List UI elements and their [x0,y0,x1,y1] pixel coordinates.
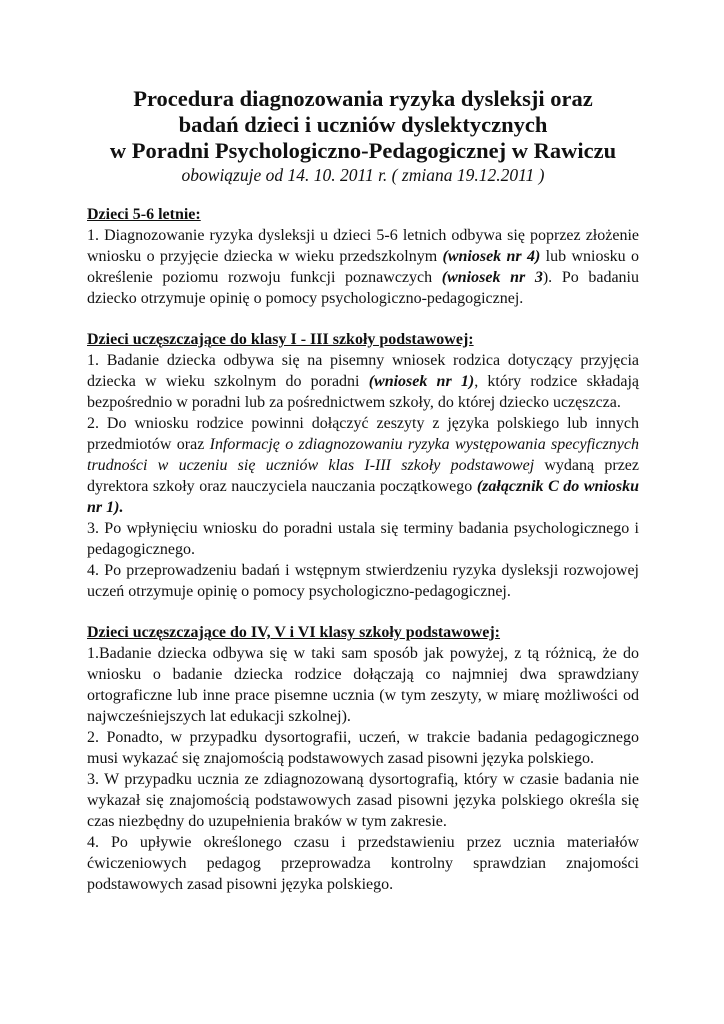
title-line-3: w Poradni Psychologiczno-Pedagogicznej w Rawiczu [109,138,617,163]
document-page [87,86,639,915]
paragraph: 1. Badanie dziecka odbywa się na pisemny wniosek rodzica dotyczący przyjęcia dziecka w wieku szkolnym do poradni (wniosek nr 1), który rodzice składają bezpośrednio w poradni lub za pośrednictwem szkoły, do której dziecko uczęszcza. [87,352,640,411]
form-reference: (wniosek nr 1) [368,373,475,390]
paragraph: 4. Po upływie określonego czasu i przedstawieniu przez ucznia materiałów ćwiczeniowych pedagog przeprowadza kontrolny sprawdzian znajomości podstawowych zasad pisowni języka polskiego. [87,834,639,893]
paragraph: 3. Po wpłynięciu wniosku do poradni ustala się terminy badania psychologicznego i pedagogicznego. [87,520,639,558]
document-title [87,86,639,164]
form-reference: (wniosek nr 4) [442,248,541,265]
document-subtitle: obowiązuje od 14. 10. 2011 r. ( zmiana 19.12.2011 ) [181,165,545,185]
paragraph: 1. Diagnozowanie ryzyka dysleksji u dzieci 5-6 letnich odbywa się poprzez złożenie wniosku o przyjęcie dziecka w wieku przedszkolnym (wniosek nr 4) lub wniosku o określenie poziomu rozwoju funkcji poznawczych (wniosek nr 3). Po badaniu dziecko otrzymuje opinię o pomocy psychologiczno-pedagogicznej. [87,227,640,307]
title-line-1: Procedura diagnozowania ryzyka dysleksji oraz [133,86,593,111]
section-heading: Dzieci uczęszczające do klasy I - III szkoły podstawowej: [87,331,474,348]
section-grades-4-6 [87,622,639,895]
section-heading: Dzieci 5-6 letnie: [87,206,201,223]
paragraph: 2. Do wniosku rodzice powinni dołączyć zeszyty z języka polskiego lub innych przedmiotów oraz Informację o zdiagnozowaniu ryzyka występowania specyficznych trudności w uczeniu się uczniów klas I-III szkoły podstawowej wydaną przez dyrektora szkoły oraz nauczyciela nauczania początkowego (załącznik C do wniosku nr 1). [87,415,640,516]
paragraph: 3. W przypadku ucznia ze zdiagnozowaną dysortografią, który w czasie badania nie wykazał się znajomością podstawowych zasad pisowni języka polskiego określa się czas niezbędny do uzupełnienia braków w tym zakresie. [87,771,639,830]
paragraph: 1.Badanie dziecka odbywa się w taki sam sposób jak powyżej, z tą różnicą, że do wniosku o badanie dziecka rodzice dołączają co najmniej dwa sprawdziany ortograficzne lub inne prace pisemne ucznia (w tym zeszyty, w miarę możliwości od najwcześniejszych lat edukacji szkolnej). [87,645,639,725]
document-reference: Informację o zdiagnozowaniu ryzyka występowania specyficznych trudności w uczeniu się uczniów klas I-III szkoły podstawowej [87,436,640,474]
paragraph: 4. Po przeprowadzeniu badań i wstępnym stwierdzeniu ryzyka dysleksji rozwojowej uczeń otrzymuje opinię o pomocy psychologiczno-pedagogicznej. [87,562,639,600]
paragraph: 2. Ponadto, w przypadku dysortografii, uczeń, w trakcie badania pedagogicznego musi wykazać się znajomością podstawowych zasad pisowni języka polskiego. [87,729,639,767]
form-reference: (wniosek nr 3 [441,269,543,286]
form-reference: (załącznik C do wniosku nr 1). [87,478,640,516]
section-children-5-6 [87,204,639,309]
section-heading: Dzieci uczęszczające do IV, V i VI klasy szkoły podstawowej: [87,624,501,641]
title-line-2: badań dzieci i uczniów dyslektycznych [178,112,548,137]
section-grades-1-3 [87,329,639,602]
